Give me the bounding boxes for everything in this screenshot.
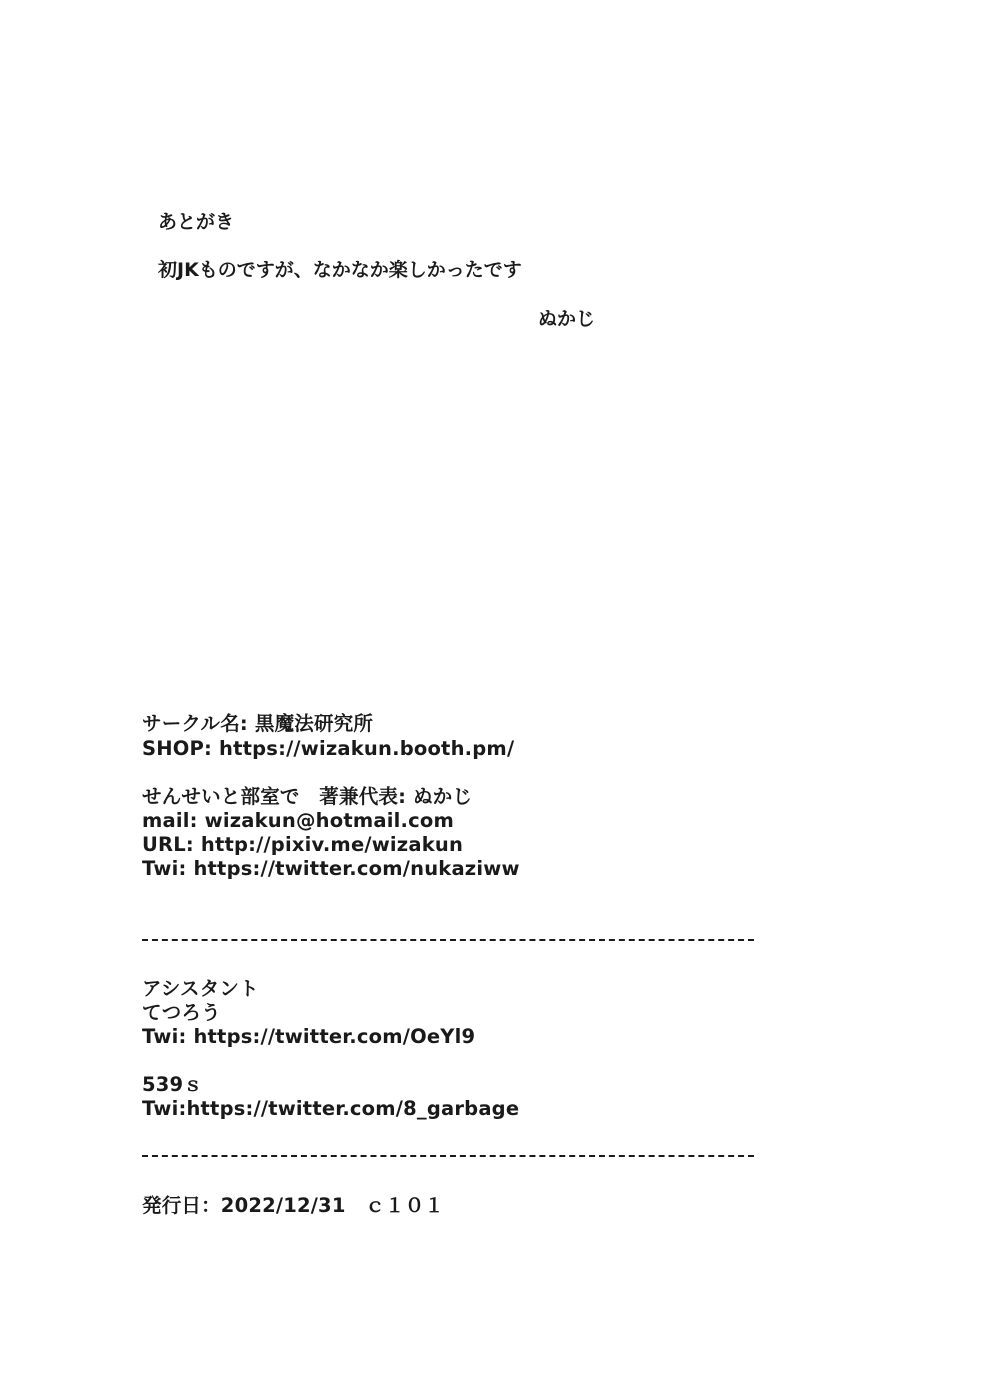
shop-link: SHOP: https://wizakun.booth.pm/: [142, 737, 515, 760]
afterword-signature: ぬかじ: [538, 308, 596, 330]
assistant-heading: アシスタント: [142, 977, 259, 1000]
assistant-twitter: Twi: https://twitter.com/OeYl9: [142, 1025, 476, 1048]
circle-name: サークル名: 黒魔法研究所: [142, 712, 374, 735]
work-title-author: せんせいと部室で 著兼代表: ぬかじ: [142, 785, 473, 808]
author-twitter: Twi: https://twitter.com/nukaziww: [142, 857, 520, 880]
assistant-twitter: Twi:https://twitter.com/8_garbage: [142, 1097, 520, 1120]
afterword-title: あとがき: [158, 211, 235, 233]
divider-bottom: [142, 1155, 754, 1157]
afterword-body: 初JKものですが、なかなか楽しかったです: [158, 259, 522, 281]
author-mail: mail: wizakun@hotmail.com: [142, 809, 455, 832]
divider-top: [142, 939, 754, 941]
assistant-name: てつろう: [142, 1001, 221, 1024]
author-url: URL: http://pixiv.me/wizakun: [142, 833, 464, 856]
publication-date: 発行日：2022/12/31 ｃ１０１: [142, 1194, 445, 1217]
assistant-name: 539ｓ: [142, 1073, 204, 1096]
